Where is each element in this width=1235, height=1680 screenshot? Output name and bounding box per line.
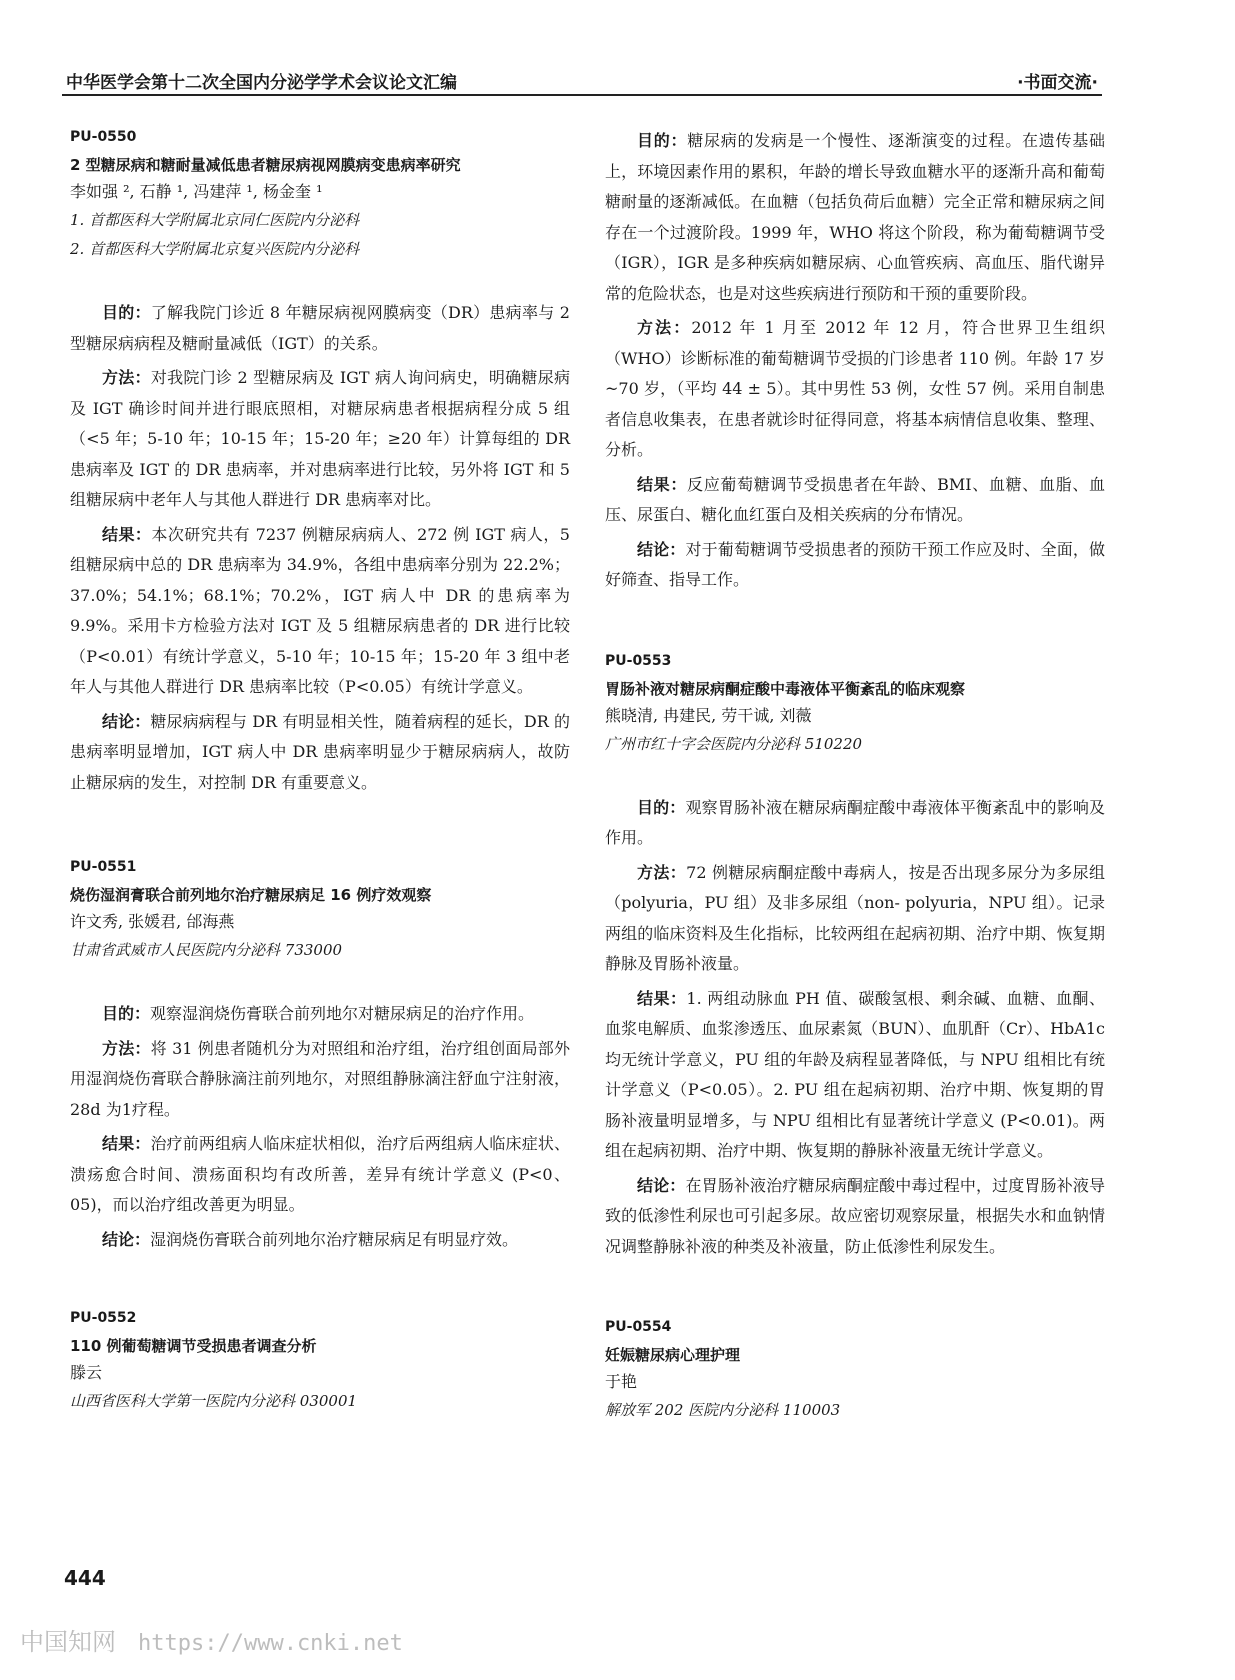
abstract-results: [70, 1129, 570, 1221]
abstract-objective: [605, 126, 1105, 309]
abstract-conclusion: [70, 707, 570, 799]
section-text: 1. 两组动脉血 PH 值、碳酸氢根、剩余碱、血糖、血酮、血浆电解质、血浆渗透压、血尿素氮（BUN）、血肌酐（Cr）、HbA1c 均无统计学意义，PU 组的年龄及病程显著降低，与 NPU 组相比有统计学意义（P<0.05）。2. PU 组在起病初期、治疗中期、恢复期的胃肠补液量明显增多，与 NPU 组相比有显著统计学意义 (P<0.01)。两组在起病初期、治疗中期、恢复期的静脉补液量无统计学意义。: [605, 988, 1105, 1160]
abstract-id: PU-0552: [70, 1310, 137, 1326]
abstract-pu-0551: [70, 856, 570, 1255]
section-label: 方法：: [637, 862, 687, 882]
abstract-affiliation: 甘肃省武威市人民医院内分泌科 733000: [70, 941, 343, 959]
abstract-pu-0554: [605, 1316, 1105, 1425]
section-text: 反应葡萄糖调节受损患者在年龄、BMI、血糖、血脂、血压、尿蛋白、糖化血红蛋白及相关疾病的分布情况。: [605, 474, 1105, 524]
section-label: 方法：: [637, 318, 692, 337]
page-number: 444: [64, 1566, 106, 1590]
abstract-affiliation: 1. 首都医科大学附属北京同仁医院内分泌科: [70, 211, 360, 229]
abstract-id: PU-0553: [605, 652, 672, 669]
section-text: 对于葡萄糖调节受损患者的预防干预工作应及时、全面，做好筛查、指导工作。: [605, 539, 1105, 589]
abstract-conclusion: [605, 1171, 1105, 1263]
abstract-affiliation: 解放军 202 医院内分泌科 110003: [605, 1401, 841, 1419]
section-text: 了解我院门诊近 8 年糖尿病视网膜病变（DR）患病率与 2 型糖尿病病程及糖耐量减低（IGT）的关系。: [70, 303, 570, 353]
right-column: [605, 126, 1105, 1425]
journal-title: 中华医学会第十二次全国内分泌学学术会议论文汇编: [66, 73, 457, 93]
section-label: 目的：: [637, 131, 688, 150]
section-label: 结果：: [637, 988, 687, 1008]
abstract-results: [605, 984, 1105, 1167]
abstract-body: [605, 793, 1105, 1263]
section-text: 湿润烧伤膏联合前列地尔治疗糖尿病足有明显疗效。: [150, 1229, 519, 1249]
watermark-url: https://www.cnki.net: [138, 1631, 403, 1656]
section-label: 结论：: [102, 1229, 151, 1249]
abstract-id: PU-0554: [605, 1319, 672, 1335]
abstract-pu-0553: [605, 650, 1105, 1263]
abstract-affiliation: 2. 首都医科大学附属北京复兴医院内分泌科: [70, 240, 360, 258]
abstract-methods: [605, 858, 1105, 980]
section-label: 结论：: [637, 1175, 686, 1195]
abstract-conclusion: [70, 1225, 570, 1256]
abstract-objective: [605, 793, 1105, 854]
abstract-authors: 滕云: [70, 1363, 103, 1382]
abstract-authors: 李如强 ², 石静 ¹, 冯建萍 ¹, 杨金奎 ¹: [70, 182, 323, 201]
abstract-authors: 于艳: [605, 1372, 638, 1391]
section-text: 观察湿润烧伤膏联合前列地尔对糖尿病足的治疗作用。: [150, 1004, 535, 1023]
cnki-logo-text: 中国知网: [20, 1628, 116, 1656]
section-text: 本次研究共有 7237 例糖尿病病人、272 例 IGT 病人，5 组糖尿病中总的 DR 患病率为 34.9%，各组中患病率分别为 22.2%；37.0%；54.1%；68.1%；70.2%，IGT 病人中 DR 的患病率为 9.9%。采用卡方检验方法对 IGT 及 5 组糖尿病患者的 DR 进行比较（P<0.01）有统计学意义，5-10 年；10-15 年；15-20 年 3 组中老年人与其他人群进行 DR 患病率比较（P<0.05）有统计学意义。: [70, 524, 570, 696]
abstract-affiliation: 广州市红十字会医院内分泌科 510220: [605, 734, 863, 753]
abstract-methods: [605, 313, 1105, 466]
abstract-objective: [70, 298, 570, 359]
abstract-body: [70, 999, 570, 1255]
section-label: 结论：: [102, 711, 151, 731]
left-column: [70, 126, 570, 1416]
section-label: 结论：: [637, 539, 686, 559]
section-text: 72 例糖尿病酮症酸中毒病人，按是否出现多尿分为多尿组（polyuria，PU 组）及非多尿组（non- polyuria，NPU 组）。记录两组的临床资料及生化指标，比较两组在起病初期、治疗中期、恢复期静脉及胃肠补液量。: [605, 862, 1105, 973]
section-label: 目的：: [637, 797, 686, 817]
section-label: 方法：: [102, 1038, 151, 1058]
abstract-pu-0552-header: [70, 1307, 570, 1416]
section-text: 在胃肠补液治疗糖尿病酮症酸中毒过程中，过度胃肠补液导致的低渗性利尿也可引起多尿。故应密切观察尿量，根据失水和血钠情况调整静脉补液的种类及补液量，防止低渗性利尿发生。: [605, 1175, 1105, 1256]
section-text: 对我院门诊 2 型糖尿病及 IGT 病人询问病史，明确糖尿病及 IGT 确诊时间并进行眼底照相，对糖尿病患者根据病程分成 5 组（<5 年；5-10 年；10-15 年；15-20 年；≥20 年）计算每组的 DR 患病率及 IGT 的 DR 患病率，并对患病率进行比较，另外将 IGT 和 5 组糖尿病中老年人与其他人群进行 DR 患病率对比。: [70, 368, 570, 509]
section-text: 将 31 例患者随机分为对照组和治疗组，治疗组创面局部外用湿润烧伤膏联合静脉滴注前列地尔，对照组静脉滴注舒血宁注射液，28d 为1疗程。: [70, 1038, 570, 1119]
section-label: 目的：: [102, 1004, 151, 1023]
abstract-results: [70, 520, 570, 703]
abstract-title: 胃肠补液对糖尿病酮症酸中毒液体平衡紊乱的临床观察: [605, 679, 966, 698]
cnki-watermark: [20, 1622, 403, 1656]
abstract-objective: [70, 999, 570, 1030]
section-text: 观察胃肠补液在糖尿病酮症酸中毒液体平衡紊乱中的影响及作用。: [605, 797, 1105, 847]
section-label: 目的：: [102, 303, 151, 322]
abstract-authors: 许文秀, 张媛君, 邰海燕: [70, 912, 235, 931]
section-label: 方法：: [102, 368, 151, 387]
abstract-authors: 熊晓清, 冉建民, 劳干诚, 刘薇: [605, 705, 812, 725]
abstract-body: [70, 298, 570, 798]
abstract-title: 2 型糖尿病和糖耐量减低患者糖尿病视网膜病变患病率研究: [70, 156, 461, 174]
section-label: 结果：: [102, 524, 152, 544]
section-label: 结果：: [637, 474, 688, 494]
abstract-results: [605, 470, 1105, 531]
running-header: [62, 66, 1102, 96]
section-text: 糖尿病的发病是一个慢性、逐渐演变的过程。在遗传基础上，环境因素作用的累积，年龄的增长导致血糖水平的逐渐升高和葡萄糖耐量的逐渐减低。在血糖（包括负荷后血糖）完全正常和糖尿病之间存在一个过渡阶段。1999 年，WHO 将这个阶段，称为葡萄糖调节受（IGR），IGR 是多种疾病如糖尿病、心血管疾病、高血压、脂代谢异常的危险状态，也是对这些疾病进行预防和干预的重要阶段。: [605, 131, 1105, 303]
abstract-pu-0552-body: [605, 126, 1105, 596]
section-text: 2012 年 1 月至 2012 年 12 月，符合世界卫生组织（WHO）诊断标准的葡萄糖调节受损的门诊患者 110 例。年龄 17 岁 ~70 岁，（平均 44 ± 5）。其中男性 53 例，女性 57 例。采用自制患者信息收集表，在患者就诊时征得同意，将基本病情信息收集、整理、分析。: [605, 318, 1105, 459]
abstract-methods: [70, 1034, 570, 1126]
abstract-pu-0550: [70, 126, 570, 798]
abstract-affiliation: 山西省医科大学第一医院内分泌科 030001: [70, 1392, 358, 1410]
section-text: 糖尿病病程与 DR 有明显相关性，随着病程的延长，DR 的患病率明显增加，IGT 病人中 DR 患病率明显少于糖尿病病人，故防止糖尿病的发生，对控制 DR 有重要意义。: [70, 711, 570, 792]
abstract-conclusion: [605, 535, 1105, 596]
abstract-title: 妊娠糖尿病心理护理: [605, 1346, 741, 1364]
abstract-title: 烧伤湿润膏联合前列地尔治疗糖尿病足 16 例疗效观察: [70, 886, 432, 904]
section-tag: ·书面交流·: [1017, 73, 1098, 93]
section-label: 结果：: [102, 1134, 151, 1153]
abstract-methods: [70, 363, 570, 516]
abstract-title: 110 例葡萄糖调节受损患者调查分析: [70, 1337, 317, 1355]
abstract-id: PU-0551: [70, 859, 137, 875]
abstract-id: PU-0550: [70, 129, 137, 145]
section-text: 治疗前两组病人临床症状相似，治疗后两组病人临床症状、溃疡愈合时间、溃疡面积均有改所善，差异有统计学意义 (P<0、05)，而以治疗组改善更为明显。: [70, 1134, 570, 1214]
